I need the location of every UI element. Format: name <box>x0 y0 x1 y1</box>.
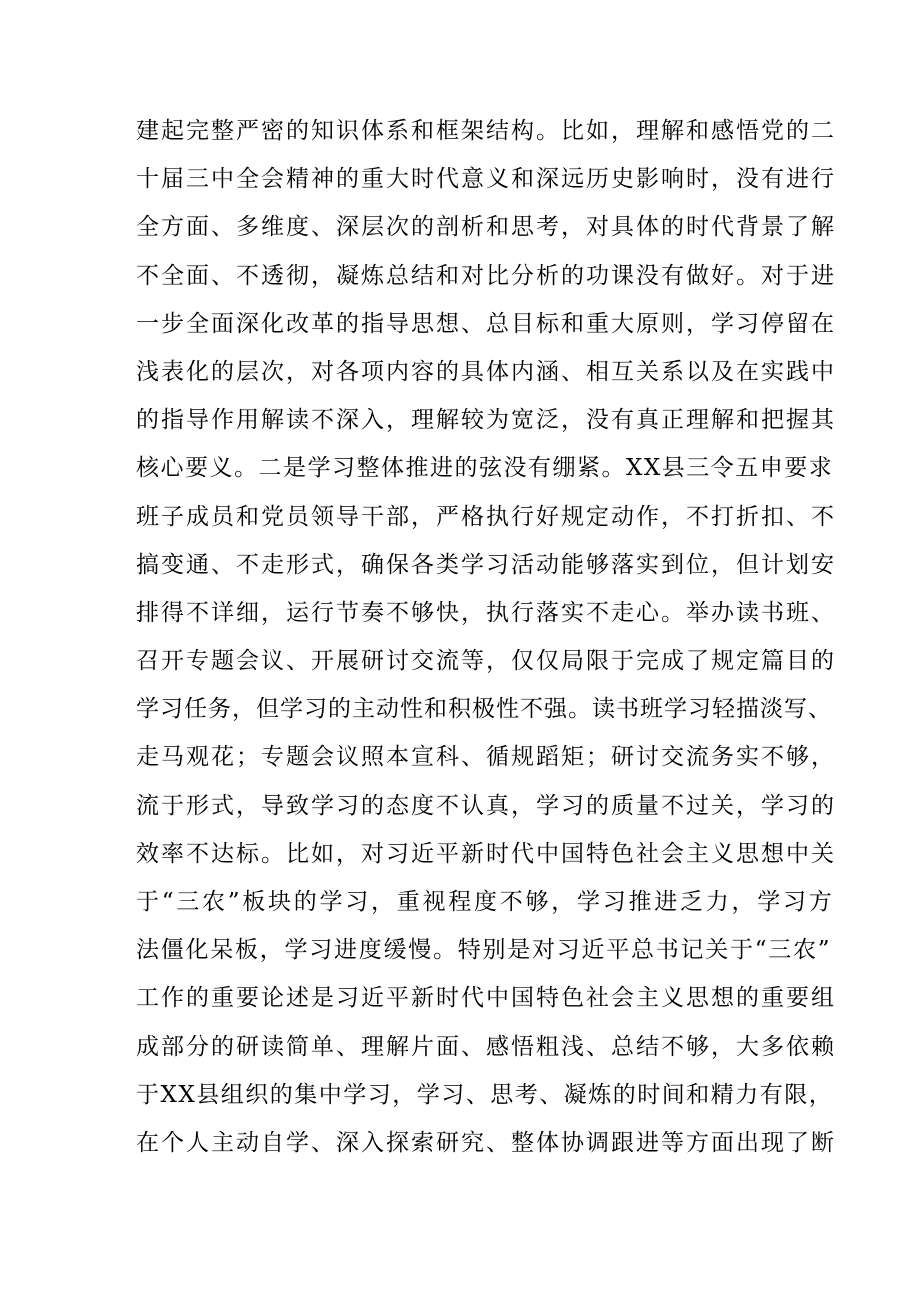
text-line-17: 于“三农”板块的学习，重视程度不够，学习推进乏力，学习方 <box>136 889 835 915</box>
text-line-7: 的指导作用解读不深入，理解较为宽泛，没有真正理解和把握其 <box>136 407 836 434</box>
text-line-16: 效率不达标。比如，对习近平新时代中国特色社会主义思想中关 <box>136 840 836 867</box>
text-line-5: 一步全面深化改革的指导思想、总目标和重大原则，学习停留在 <box>136 310 836 337</box>
text-line-21: 于XX县组织的集中学习，学习、思考、凝炼的时间和精力有限， <box>136 1081 834 1108</box>
text-line-22: 在个人主动自学、深入探索研究、整体协调跟进等方面出现了断 <box>136 1129 836 1156</box>
text-line-20: 成部分的研读简单、理解片面、感悟粗浅、总结不够，大多依赖 <box>136 1033 836 1060</box>
text-line-1: 建起完整严密的知识体系和框架结构。比如，理解和感悟党的二 <box>136 118 836 144</box>
text-line-14: 走马观花；专题会议照本宣科、循规蹈矩；研讨交流务实不够， <box>136 744 836 771</box>
text-line-4: 不全面、不透彻，凝炼总结和对比分析的功课没有做好。对于进 <box>136 262 836 289</box>
text-line-13: 学习任务，但学习的主动性和积极性不强。读书班学习轻描淡写、 <box>136 696 832 723</box>
text-line-10: 搞变通、不走形式，确保各类学习活动能够落实到位，但计划安 <box>136 551 836 578</box>
text-line-2: 十届三中全会精神的重大时代意义和深远历史影响时，没有进行 <box>136 166 836 193</box>
text-line-18: 法僵化呆板，学习进度缓慢。特别是对习近平总书记关于“三农” <box>136 937 832 964</box>
text-line-12: 召开专题会议、开展研讨交流等，仅仅局限于完成了规定篇目的 <box>136 648 836 675</box>
text-line-19: 工作的重要论述是习近平新时代中国特色社会主义思想的重要组 <box>136 985 836 1012</box>
text-line-9: 班子成员和党员领导干部，严格执行好规定动作，不打折扣、不 <box>136 503 836 530</box>
text-line-11: 排得不详细，运行节奏不够快，执行落实不走心。举办读书班、 <box>136 599 836 626</box>
text-line-3: 全方面、多维度、深层次的剖析和思考，对具体的时代背景了解 <box>136 214 836 241</box>
body-text <box>136 107 836 1167</box>
text-line-8: 核心要义。二是学习整体推进的弦没有绷紧。XX县三令五申要求 <box>136 455 834 482</box>
text-line-6: 浅表化的层次，对各项内容的具体内涵、相互关系以及在实践中 <box>136 358 836 385</box>
text-line-15: 流于形式，导致学习的态度不认真，学习的质量不过关，学习的 <box>136 792 836 819</box>
